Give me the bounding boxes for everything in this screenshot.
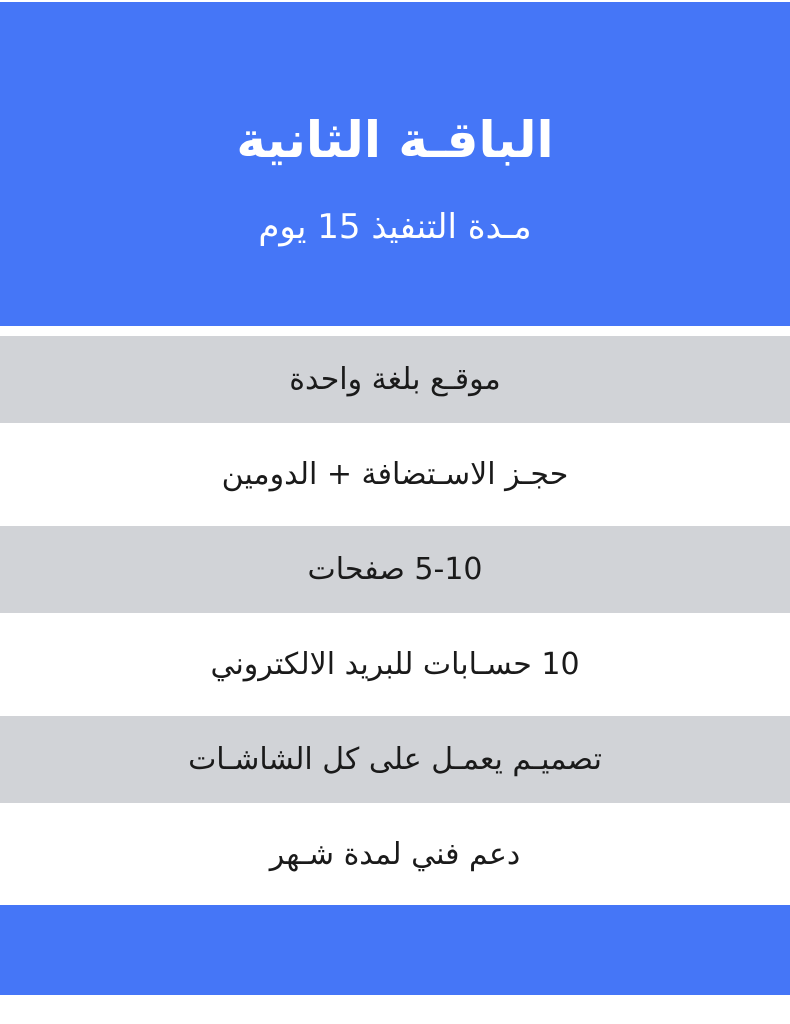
- feature-item: تصميـم يعمـل على كل الشاشـات: [0, 716, 790, 803]
- package-footer-bar: [0, 905, 790, 995]
- package-title: الباقـة الثانية: [236, 111, 554, 169]
- feature-item: موقـع بلغة واحدة: [0, 336, 790, 423]
- feature-item: 10 حسـابات للبريد الالكتروني: [0, 621, 790, 708]
- feature-item: دعم فني لمدة شـهر: [0, 811, 790, 898]
- feature-item: حجـز الاسـتضافة + الدومين: [0, 431, 790, 518]
- feature-list: [0, 336, 790, 906]
- delivery-duration: مـدة التنفيذ 15 يوم: [258, 207, 532, 247]
- feature-item: 5-10 صفحات: [0, 526, 790, 613]
- package-header: [0, 2, 790, 326]
